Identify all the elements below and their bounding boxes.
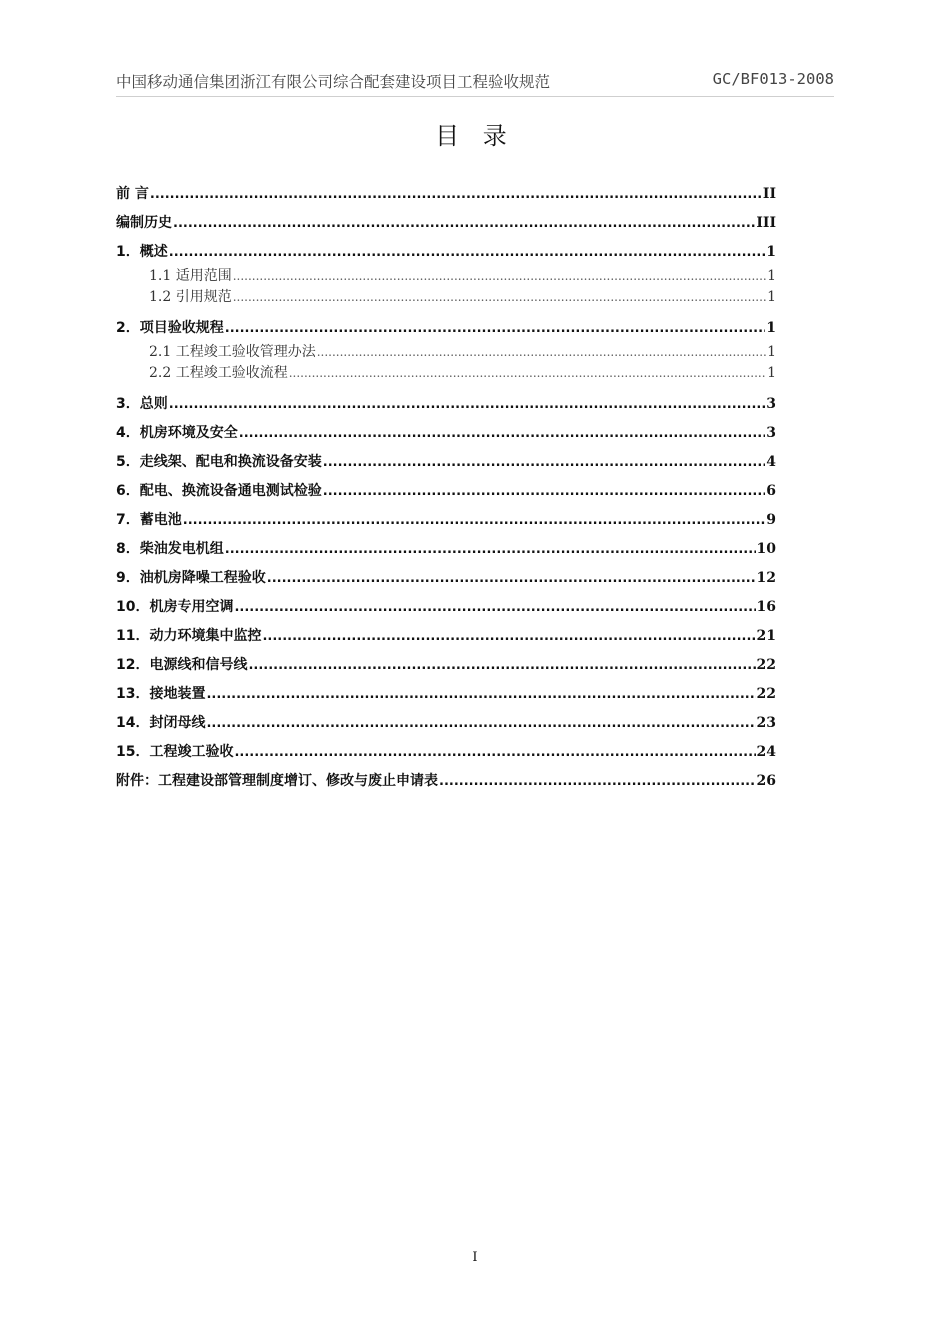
toc-entry-section-11[interactable] xyxy=(116,624,776,653)
toc-entry-page: 21 xyxy=(756,628,776,644)
toc-entry-section-10[interactable] xyxy=(116,595,776,624)
dot-leader xyxy=(225,538,756,562)
toc-entry-section-6[interactable] xyxy=(116,479,776,508)
dot-leader xyxy=(323,480,766,504)
toc-entry-section-5[interactable] xyxy=(116,450,776,479)
toc-entry-page: 22 xyxy=(756,686,776,702)
toc-entry-label: 3．总则 xyxy=(116,396,168,412)
toc-entry-label: 1.1 适用范围 xyxy=(149,268,232,284)
toc-entry-page: 3 xyxy=(766,396,776,412)
dot-leader xyxy=(289,363,766,384)
header-document-code: GC/BF013-2008 xyxy=(712,70,834,88)
page-header xyxy=(116,66,834,97)
toc-entry-page: 16 xyxy=(756,599,776,615)
toc-entry-page: 10 xyxy=(756,541,776,557)
toc-entry-section-14[interactable] xyxy=(116,711,776,740)
dot-leader xyxy=(234,741,755,765)
toc-entry-section-2[interactable] xyxy=(116,316,776,342)
dot-leader xyxy=(248,654,755,678)
toc-entry-section-4[interactable] xyxy=(116,421,776,450)
toc-entry-label: 12．电源线和信号线 xyxy=(116,657,248,673)
toc-entry-label: 1．概述 xyxy=(116,244,168,260)
page-number: I xyxy=(472,1250,478,1265)
dot-leader xyxy=(233,266,766,287)
toc-entry-page: 26 xyxy=(756,773,776,789)
toc-entry-section-13[interactable] xyxy=(116,682,776,711)
toc-entry-page: 3 xyxy=(766,425,776,441)
dot-leader xyxy=(317,342,766,363)
toc-entry-section-2-1[interactable] xyxy=(116,342,776,363)
toc-entry-section-8[interactable] xyxy=(116,537,776,566)
toc-entry-page: 23 xyxy=(756,715,776,731)
toc-entry-page: 22 xyxy=(756,657,776,673)
toc-entry-label: 前 言 xyxy=(116,186,149,202)
toc-entry-label: 编制历史 xyxy=(116,215,172,231)
toc-entry-label: 6．配电、换流设备通电测试检验 xyxy=(116,483,322,499)
dot-leader xyxy=(267,567,756,591)
toc-entry-page: 24 xyxy=(756,744,776,760)
toc-entry-page: 1 xyxy=(767,344,776,360)
toc-entry-section-15[interactable] xyxy=(116,740,776,769)
toc-entry-page: 1 xyxy=(767,268,776,284)
toc-entry-label: 14．封闭母线 xyxy=(116,715,206,731)
toc-entry-section-2-2[interactable] xyxy=(116,363,776,384)
toc-entry-page: 4 xyxy=(766,454,776,470)
toc-entry-label: 13．接地装置 xyxy=(116,686,206,702)
toc-entry-label: 2.2 工程竣工验收流程 xyxy=(149,365,288,381)
dot-leader xyxy=(233,287,766,308)
toc-entry-label: 2.1 工程竣工验收管理办法 xyxy=(149,344,316,360)
dot-leader xyxy=(225,317,766,341)
toc-entry-page: III xyxy=(756,215,776,231)
toc-entry-preface[interactable] xyxy=(116,182,776,211)
dot-leader xyxy=(183,509,766,533)
toc-entry-label: 10．机房专用空调 xyxy=(116,599,234,615)
dot-leader xyxy=(262,625,755,649)
toc-entry-appendix[interactable] xyxy=(116,769,776,798)
dot-leader xyxy=(323,451,766,475)
toc-entry-label: 11．动力环境集中监控 xyxy=(116,628,262,644)
toc-entry-section-1[interactable] xyxy=(116,240,776,266)
dot-leader xyxy=(169,241,766,265)
toc-entry-section-12[interactable] xyxy=(116,653,776,682)
toc-entry-label: 8．柴油发电机组 xyxy=(116,541,224,557)
header-document-title: 中国移动通信集团浙江有限公司综合配套建设项目工程验收规范 xyxy=(116,73,551,91)
dot-leader xyxy=(234,596,755,620)
toc-entry-label: 15．工程竣工验收 xyxy=(116,744,234,760)
toc-entry-label: 5．走线架、配电和换流设备安装 xyxy=(116,454,322,470)
toc-entry-page: 1 xyxy=(767,365,776,381)
dot-leader xyxy=(173,212,755,236)
toc-entry-label: 9．油机房降噪工程验收 xyxy=(116,570,266,586)
toc-entry-revision-history[interactable] xyxy=(116,211,776,240)
dot-leader xyxy=(439,770,756,794)
toc-entry-label: 7．蓄电池 xyxy=(116,512,182,528)
toc-entry-page: 9 xyxy=(766,512,776,528)
table-of-contents xyxy=(116,182,776,798)
dot-leader xyxy=(206,683,755,707)
dot-leader xyxy=(206,712,755,736)
toc-entry-label: 1.2 引用规范 xyxy=(149,289,232,305)
toc-entry-section-1-2[interactable] xyxy=(116,287,776,308)
toc-entry-label: 附件：工程建设部管理制度增订、修改与废止申请表 xyxy=(116,773,438,789)
toc-entry-section-1-1[interactable] xyxy=(116,266,776,287)
dot-leader xyxy=(150,183,762,207)
toc-entry-label: 4．机房环境及安全 xyxy=(116,425,238,441)
toc-entry-section-7[interactable] xyxy=(116,508,776,537)
dot-leader xyxy=(169,393,766,417)
toc-entry-page: 1 xyxy=(766,244,776,260)
dot-leader xyxy=(239,422,766,446)
toc-entry-section-9[interactable] xyxy=(116,566,776,595)
toc-entry-page: 1 xyxy=(766,320,776,336)
toc-entry-section-3[interactable] xyxy=(116,392,776,421)
toc-entry-page: 6 xyxy=(766,483,776,499)
toc-entry-page: II xyxy=(762,186,776,202)
toc-entry-page: 12 xyxy=(756,570,776,586)
toc-entry-page: 1 xyxy=(767,289,776,305)
toc-entry-label: 2．项目验收规程 xyxy=(116,320,224,336)
page-title: 目 录 xyxy=(435,122,515,150)
